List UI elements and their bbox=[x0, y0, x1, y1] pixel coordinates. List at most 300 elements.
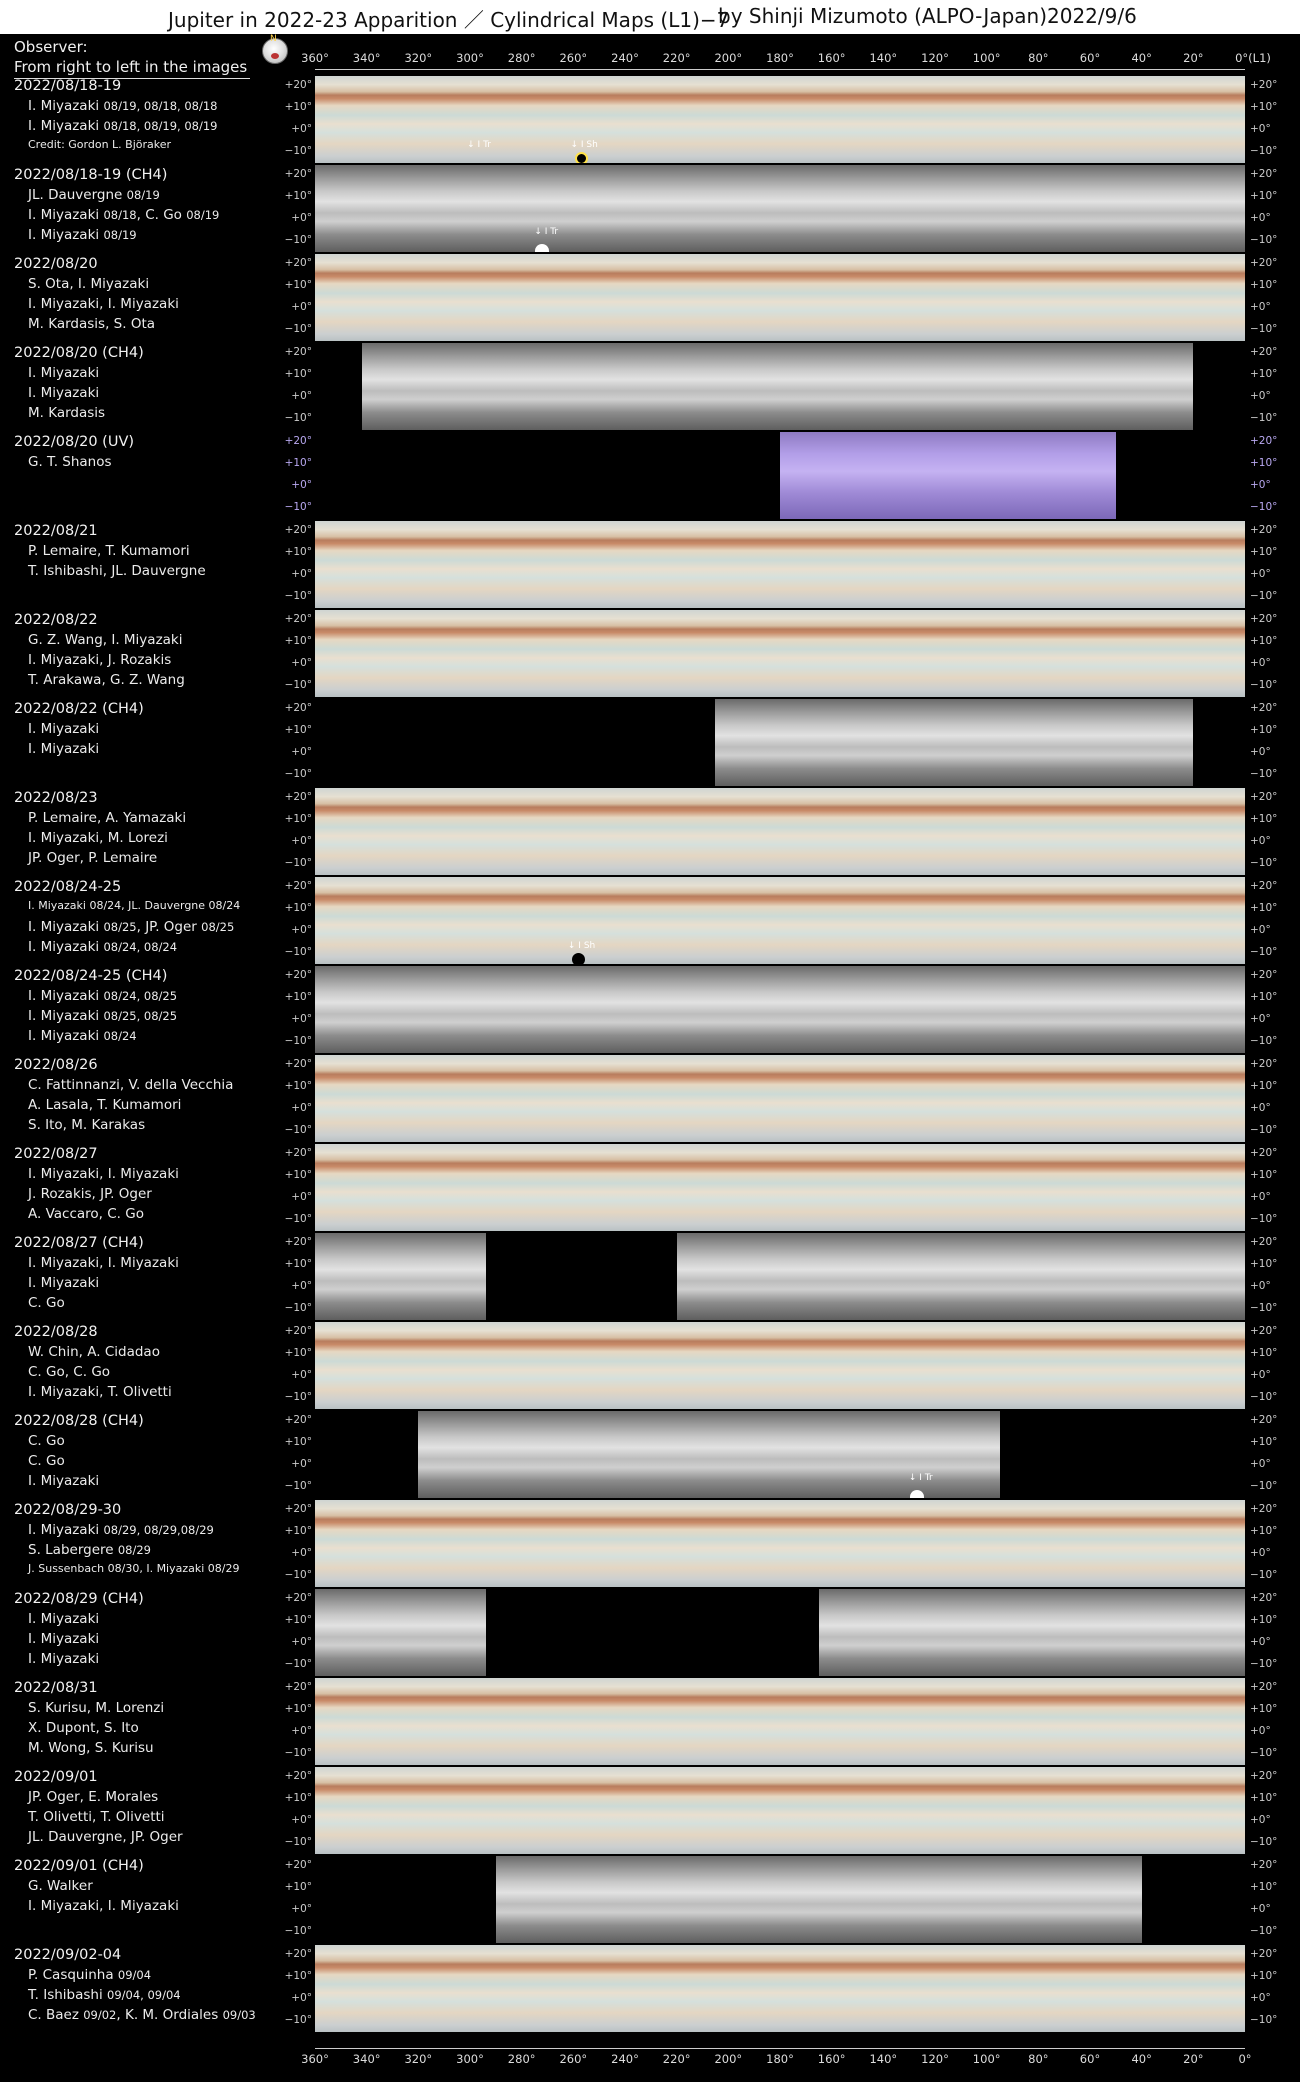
observer-line bbox=[28, 1028, 137, 1044]
latitude-label: −10° bbox=[284, 1035, 312, 1047]
latitude-label: +0° bbox=[1250, 390, 1271, 402]
observer-line bbox=[28, 405, 105, 421]
observer-line bbox=[28, 563, 206, 579]
latitude-label: +10° bbox=[284, 190, 312, 202]
observation-dates: 08/24, 08/24 bbox=[103, 940, 178, 954]
observation-row bbox=[0, 1233, 1300, 1321]
latitude-label: −10° bbox=[1250, 946, 1278, 958]
latitude-label: +10° bbox=[284, 1080, 312, 1092]
map-image-strip bbox=[315, 610, 1245, 697]
observer-line bbox=[28, 1740, 154, 1756]
map-image-strip bbox=[315, 76, 1245, 163]
latitude-label: +20° bbox=[1250, 791, 1278, 803]
observer-line bbox=[28, 316, 155, 332]
latitude-label: −10° bbox=[284, 323, 312, 335]
latitude-label: −10° bbox=[1250, 1569, 1278, 1581]
latitude-label: +0° bbox=[1250, 479, 1271, 491]
observer-line bbox=[28, 543, 190, 559]
observer-line bbox=[28, 385, 99, 401]
latitude-label: +0° bbox=[291, 301, 312, 313]
observation-row bbox=[0, 877, 1300, 965]
observation-date: 2022/08/21 bbox=[14, 523, 98, 539]
observation-date: 2022/08/20 (CH4) bbox=[14, 345, 144, 361]
map-image-strip bbox=[315, 1055, 1245, 1142]
latitude-label: +20° bbox=[284, 613, 312, 625]
latitude-label: −10° bbox=[1250, 1747, 1278, 1759]
latitude-label: +0° bbox=[291, 568, 312, 580]
transit-annotation: ↓ I Tr bbox=[534, 227, 559, 237]
latitude-label: +0° bbox=[1250, 123, 1271, 135]
latitude-label: −10° bbox=[284, 412, 312, 424]
latitude-label: +20° bbox=[1250, 1948, 1278, 1960]
observer-names: JP. Oger, E. Morales bbox=[28, 1789, 159, 1805]
observation-row bbox=[0, 699, 1300, 787]
observer-names: M. Kardasis bbox=[28, 405, 106, 421]
latitude-label: −10° bbox=[1250, 1124, 1278, 1136]
observer-names: P. Lemaire, A. Yamazaki bbox=[28, 810, 187, 826]
title-bar bbox=[0, 0, 1300, 34]
latitude-label: +20° bbox=[284, 1681, 312, 1693]
latitude-label: −10° bbox=[284, 501, 312, 513]
observer-names: S. Kurisu, M. Lorenzi bbox=[28, 1700, 165, 1716]
latitude-label: +0° bbox=[1250, 1102, 1271, 1114]
observation-row bbox=[0, 1945, 1300, 2033]
latitude-label: +10° bbox=[1250, 1970, 1278, 1982]
observation-dates: 08/25, 08/25 bbox=[103, 1009, 178, 1023]
observation-date: 2022/08/28 (CH4) bbox=[14, 1413, 144, 1429]
observation-date: 2022/09/02-04 bbox=[14, 1947, 122, 1963]
observer-names: J. Rozakis, JP. Oger bbox=[28, 1186, 152, 1202]
observation-dates: J. Sussenbach 08/30, I. Miyazaki 08/29 bbox=[28, 1562, 240, 1575]
cylindrical-map bbox=[315, 1589, 1245, 1676]
latitude-label: +0° bbox=[1250, 212, 1271, 224]
latitude-label: +10° bbox=[284, 1970, 312, 1982]
observer-names: C. Fattinnanzi, V. della Vecchia bbox=[28, 1077, 234, 1093]
latitude-label: −10° bbox=[284, 1747, 312, 1759]
latitude-label: +0° bbox=[1250, 1369, 1271, 1381]
axis-tick-label: 20° bbox=[1183, 2052, 1204, 2066]
latitude-label: +10° bbox=[1250, 101, 1278, 113]
observer-names: I. Miyazaki, T. Olivetti bbox=[28, 1384, 172, 1400]
observer-names: M. Kardasis, S. Ota bbox=[28, 316, 156, 332]
observation-date: 2022/08/23 bbox=[14, 790, 98, 806]
latitude-label: +20° bbox=[284, 346, 312, 358]
observer-line bbox=[28, 1898, 179, 1914]
cylindrical-map bbox=[315, 1144, 1245, 1231]
shadow-marker-icon bbox=[575, 152, 588, 163]
latitude-label: −10° bbox=[1250, 412, 1278, 424]
latitude-label: +20° bbox=[1250, 1414, 1278, 1426]
observer-names: I. Miyazaki bbox=[28, 207, 104, 223]
latitude-label: +0° bbox=[291, 835, 312, 847]
latitude-label: −10° bbox=[1250, 323, 1278, 335]
latitude-label: +20° bbox=[284, 524, 312, 536]
observer-names: , C. Go bbox=[136, 207, 187, 223]
latitude-label: +10° bbox=[284, 368, 312, 380]
latitude-label: −10° bbox=[284, 1480, 312, 1492]
latitude-label: +20° bbox=[1250, 257, 1278, 269]
latitude-label: −10° bbox=[284, 234, 312, 246]
latitude-label: +10° bbox=[1250, 546, 1278, 558]
cylindrical-map bbox=[315, 1945, 1245, 2032]
latitude-label: −10° bbox=[284, 590, 312, 602]
observer-line bbox=[28, 1166, 179, 1182]
map-image-strip bbox=[315, 1678, 1245, 1765]
latitude-label: +10° bbox=[284, 1792, 312, 1804]
axis-tick-label-zero: 0°(L1) bbox=[1235, 51, 1271, 65]
latitude-label: +0° bbox=[291, 390, 312, 402]
latitude-label: −10° bbox=[1250, 1035, 1278, 1047]
observer-names: I. Miyazaki bbox=[28, 385, 100, 401]
observation-dates: 08/19 bbox=[103, 228, 137, 242]
axis-tick-label: 340° bbox=[352, 51, 381, 65]
latitude-label: −10° bbox=[284, 2014, 312, 2026]
observation-row bbox=[0, 432, 1300, 520]
observation-date: 2022/08/29-30 bbox=[14, 1502, 122, 1518]
observer-names: I. Miyazaki bbox=[28, 939, 104, 955]
latitude-label: +10° bbox=[1250, 1881, 1278, 1893]
observer-line bbox=[28, 988, 177, 1004]
latitude-label: +10° bbox=[1250, 1169, 1278, 1181]
observer-names: C. Go bbox=[28, 1433, 65, 1449]
latitude-label: +10° bbox=[1250, 1347, 1278, 1359]
latitude-label: +0° bbox=[291, 657, 312, 669]
observation-date: 2022/08/18-19 (CH4) bbox=[14, 167, 168, 183]
observation-date: 2022/08/29 (CH4) bbox=[14, 1591, 144, 1607]
axis-tick-label: 160° bbox=[817, 51, 846, 65]
observer-names: P. Lemaire, T. Kumamori bbox=[28, 543, 190, 559]
observer-names: I. Miyazaki bbox=[28, 1473, 100, 1489]
latitude-label: +0° bbox=[1250, 657, 1271, 669]
latitude-label: +10° bbox=[284, 1436, 312, 1448]
observation-row bbox=[0, 521, 1300, 609]
latitude-label: −10° bbox=[284, 1569, 312, 1581]
latitude-label: −10° bbox=[1250, 590, 1278, 602]
axis-tick-label: 220° bbox=[662, 51, 691, 65]
axis-tick-label: 100° bbox=[972, 2052, 1001, 2066]
latitude-label: −10° bbox=[284, 1213, 312, 1225]
latitude-label: −10° bbox=[1250, 1213, 1278, 1225]
axis-tick-label: 260° bbox=[559, 51, 588, 65]
cylindrical-map bbox=[315, 610, 1245, 697]
latitude-label: −10° bbox=[284, 946, 312, 958]
observer-line bbox=[28, 810, 186, 826]
observation-date: 2022/08/24-25 bbox=[14, 879, 122, 895]
observer-line bbox=[28, 1522, 214, 1538]
latitude-label: +10° bbox=[1250, 991, 1278, 1003]
latitude-label: +20° bbox=[284, 1592, 312, 1604]
axis-tick-label: 360° bbox=[301, 51, 329, 65]
latitude-label: +0° bbox=[291, 1725, 312, 1737]
observer-names: I. Miyazaki, I. Miyazaki bbox=[28, 1898, 179, 1914]
latitude-label: −10° bbox=[284, 1391, 312, 1403]
latitude-label: +0° bbox=[291, 1814, 312, 1826]
latitude-label: +20° bbox=[284, 1058, 312, 1070]
observation-date: 2022/08/26 bbox=[14, 1057, 98, 1073]
cylindrical-map bbox=[315, 966, 1245, 1053]
observation-row bbox=[0, 76, 1300, 164]
latitude-label: +0° bbox=[291, 1369, 312, 1381]
observer-line bbox=[28, 1789, 158, 1805]
observer-names: G. Z. Wang, I. Miyazaki bbox=[28, 632, 183, 648]
latitude-label: +10° bbox=[1250, 1792, 1278, 1804]
latitude-label: +10° bbox=[284, 101, 312, 113]
observer-line bbox=[28, 296, 179, 312]
observer-line bbox=[28, 276, 149, 292]
observer-direction-note: From right to left in the images bbox=[14, 58, 248, 76]
latitude-label: +20° bbox=[1250, 1325, 1278, 1337]
latitude-label: +0° bbox=[1250, 1191, 1271, 1203]
observation-row bbox=[0, 966, 1300, 1054]
latitude-label: +20° bbox=[284, 1770, 312, 1782]
latitude-label: +20° bbox=[1250, 1147, 1278, 1159]
latitude-label: +20° bbox=[1250, 1236, 1278, 1248]
observation-date: 2022/09/01 bbox=[14, 1769, 98, 1785]
observer-line bbox=[28, 1562, 240, 1575]
latitude-label: +0° bbox=[291, 1102, 312, 1114]
latitude-label: +20° bbox=[284, 1325, 312, 1337]
latitude-label: +20° bbox=[284, 79, 312, 91]
map-image-strip bbox=[315, 521, 1245, 608]
cylindrical-map bbox=[315, 699, 1245, 786]
observer-names: T. Olivetti, T. Olivetti bbox=[28, 1809, 165, 1825]
observer-line bbox=[28, 1987, 181, 2003]
latitude-label: −10° bbox=[284, 1925, 312, 1937]
axis-tick-label: 260° bbox=[559, 2052, 588, 2066]
observer-names: I. Miyazaki bbox=[28, 1008, 104, 1024]
observation-dates: 09/03 bbox=[222, 2008, 256, 2022]
observation-row bbox=[0, 1055, 1300, 1143]
observer-names: I. Miyazaki bbox=[28, 1522, 104, 1538]
map-image-strip bbox=[677, 1233, 1245, 1320]
latitude-label: +10° bbox=[1250, 813, 1278, 825]
axis-tick-label: 180° bbox=[766, 51, 794, 65]
observer-names: G. Walker bbox=[28, 1878, 93, 1894]
latitude-label: +0° bbox=[291, 1191, 312, 1203]
observer-line bbox=[28, 98, 218, 114]
cylindrical-map bbox=[315, 1411, 1245, 1498]
map-image-strip bbox=[418, 1411, 999, 1498]
observer-label: Observer: bbox=[14, 38, 88, 56]
axis-tick-label: 320° bbox=[404, 51, 433, 65]
transit-annotation: ↓ I Sh bbox=[570, 140, 598, 150]
cylindrical-map bbox=[315, 1322, 1245, 1409]
latitude-label: +10° bbox=[284, 1525, 312, 1537]
latitude-label: −10° bbox=[284, 857, 312, 869]
latitude-label: +10° bbox=[1250, 724, 1278, 736]
observer-names: S. Labergere bbox=[28, 1542, 118, 1558]
observer-names: T. Ishibashi bbox=[28, 1987, 108, 2003]
cylindrical-map bbox=[315, 788, 1245, 875]
latitude-label: +20° bbox=[1250, 1058, 1278, 1070]
latitude-label: +20° bbox=[1250, 613, 1278, 625]
observer-names: I. Miyazaki, M. Lorezi bbox=[28, 830, 168, 846]
latitude-label: +0° bbox=[291, 1903, 312, 1915]
observer-names: M. Wong, S. Kurisu bbox=[28, 1740, 154, 1756]
observer-line bbox=[28, 454, 112, 470]
latitude-label: −10° bbox=[284, 1124, 312, 1136]
latitude-label: +10° bbox=[284, 279, 312, 291]
latitude-label: +20° bbox=[1250, 435, 1278, 447]
axis-tick-label: 120° bbox=[921, 51, 949, 65]
observer-names: I. Miyazaki bbox=[28, 919, 104, 935]
observer-names: A. Vaccaro, C. Go bbox=[28, 1206, 144, 1222]
observation-row bbox=[0, 1589, 1300, 1677]
observation-dates: 08/18, 08/19, 08/19 bbox=[103, 119, 218, 133]
axis-tick-label: 280° bbox=[507, 51, 536, 65]
axis-tick-label: 80° bbox=[1028, 2052, 1049, 2066]
observer-line bbox=[28, 830, 168, 846]
observation-date: 2022/08/27 (CH4) bbox=[14, 1235, 144, 1251]
map-image-strip bbox=[315, 1589, 486, 1676]
cylindrical-map bbox=[315, 1678, 1245, 1765]
observer-names: I. Miyazaki bbox=[28, 227, 104, 243]
observation-date: 2022/08/22 (CH4) bbox=[14, 701, 144, 717]
observer-line bbox=[28, 939, 177, 955]
latitude-label: +0° bbox=[1250, 924, 1271, 936]
observer-names: C. Go bbox=[28, 1295, 65, 1311]
cylindrical-map bbox=[315, 343, 1245, 430]
observation-row bbox=[0, 254, 1300, 342]
observer-names: X. Dupont, S. Ito bbox=[28, 1720, 139, 1736]
longitude-axis-top bbox=[301, 50, 1271, 70]
latitude-label: +10° bbox=[284, 1614, 312, 1626]
observation-date: 2022/08/28 bbox=[14, 1324, 98, 1340]
latitude-label: +20° bbox=[284, 1414, 312, 1426]
latitude-label: +0° bbox=[1250, 1547, 1271, 1559]
moon-marker-icon bbox=[910, 1490, 924, 1498]
map-image-strip bbox=[315, 1500, 1245, 1587]
observer-line bbox=[28, 365, 99, 381]
map-image-strip bbox=[819, 1589, 1245, 1676]
cylindrical-map bbox=[315, 165, 1245, 252]
observation-dates: 08/19 bbox=[126, 188, 160, 202]
observer-line bbox=[28, 187, 160, 203]
latitude-label: +0° bbox=[291, 1013, 312, 1025]
latitude-label: +0° bbox=[1250, 1636, 1271, 1648]
observer-line bbox=[28, 1295, 65, 1311]
latitude-label: +0° bbox=[291, 746, 312, 758]
cylindrical-map bbox=[315, 1856, 1245, 1943]
observer-line bbox=[28, 1275, 99, 1291]
latitude-label: +20° bbox=[284, 257, 312, 269]
observation-row bbox=[0, 1411, 1300, 1499]
axis-tick-label: 160° bbox=[817, 2052, 846, 2066]
latitude-label: +20° bbox=[284, 702, 312, 714]
observer-line bbox=[28, 1542, 151, 1558]
observation-row bbox=[0, 1500, 1300, 1588]
latitude-label: −10° bbox=[1250, 1925, 1278, 1937]
latitude-label: +10° bbox=[1250, 1614, 1278, 1626]
observer-line bbox=[28, 899, 240, 912]
latitude-label: +20° bbox=[284, 435, 312, 447]
observer-line bbox=[28, 1364, 110, 1380]
latitude-label: +0° bbox=[1250, 1013, 1271, 1025]
latitude-label: +0° bbox=[1250, 1458, 1271, 1470]
latitude-label: +10° bbox=[284, 813, 312, 825]
observer-names: , JP. Oger bbox=[136, 919, 202, 935]
latitude-label: −10° bbox=[1250, 234, 1278, 246]
observer-names: S. Ito, M. Karakas bbox=[28, 1117, 146, 1133]
north-label: N bbox=[270, 34, 277, 44]
observer-names: T. Ishibashi, JL. Dauvergne bbox=[28, 563, 206, 579]
observer-line bbox=[28, 1809, 165, 1825]
latitude-label: +0° bbox=[291, 1458, 312, 1470]
axis-tick-label: 360° bbox=[301, 2052, 329, 2066]
observer-names: I. Miyazaki, I. Miyazaki bbox=[28, 1166, 179, 1182]
axis-tick-label: 140° bbox=[869, 2052, 898, 2066]
observation-row bbox=[0, 1767, 1300, 1855]
observation-date: 2022/08/20 bbox=[14, 256, 98, 272]
latitude-label: −10° bbox=[284, 1836, 312, 1848]
observer-line bbox=[28, 1186, 152, 1202]
latitude-label: +0° bbox=[291, 1280, 312, 1292]
axis-tick-label: 240° bbox=[611, 2052, 639, 2066]
latitude-label: +10° bbox=[1250, 368, 1278, 380]
latitude-label: +0° bbox=[291, 1547, 312, 1559]
axis-tick-label: 40° bbox=[1131, 2052, 1152, 2066]
observer-line bbox=[28, 1344, 160, 1360]
latitude-label: +20° bbox=[284, 880, 312, 892]
observer-line bbox=[28, 1631, 99, 1647]
observer-line bbox=[28, 1967, 151, 1983]
latitude-label: +10° bbox=[1250, 902, 1278, 914]
observation-date: 2022/08/20 (UV) bbox=[14, 434, 135, 450]
latitude-label: +0° bbox=[291, 479, 312, 491]
axis-line bbox=[315, 69, 1245, 70]
latitude-label: +10° bbox=[1250, 279, 1278, 291]
observer-names: I. Miyazaki bbox=[28, 1275, 100, 1291]
transit-annotation: ↓ I Sh bbox=[567, 941, 596, 951]
latitude-label: +20° bbox=[1250, 524, 1278, 536]
observation-row bbox=[0, 788, 1300, 876]
observer-line bbox=[28, 652, 171, 668]
axis-tick-label: 300° bbox=[456, 51, 484, 65]
map-image-strip bbox=[315, 1945, 1245, 2032]
latitude-label: +20° bbox=[284, 168, 312, 180]
axis-tick-label: 200° bbox=[714, 2052, 743, 2066]
latitude-label: +10° bbox=[1250, 457, 1278, 469]
latitude-label: −10° bbox=[1250, 679, 1278, 691]
observation-dates: 08/29 bbox=[117, 1543, 152, 1557]
observation-row bbox=[0, 1322, 1300, 1410]
latitude-label: +20° bbox=[284, 1948, 312, 1960]
observer-names: JL. Dauvergne bbox=[28, 187, 127, 203]
observer-line bbox=[28, 919, 234, 935]
observer-names: I. Miyazaki bbox=[28, 1028, 104, 1044]
latitude-label: −10° bbox=[284, 1658, 312, 1670]
latitude-label: +10° bbox=[284, 635, 312, 647]
observation-row bbox=[0, 1678, 1300, 1766]
observer-names: I. Miyazaki bbox=[28, 1611, 100, 1627]
observation-dates: 08/24, 08/25 bbox=[103, 989, 178, 1003]
axis-tick-label: 80° bbox=[1028, 51, 1049, 65]
observation-dates: 09/04 bbox=[117, 1968, 152, 1982]
observation-dates: 08/25 bbox=[103, 920, 137, 934]
observation-row bbox=[0, 165, 1300, 253]
observation-dates: 08/24 bbox=[103, 1029, 137, 1043]
axis-tick-label: 60° bbox=[1079, 2052, 1101, 2066]
cylindrical-map bbox=[315, 1500, 1245, 1587]
latitude-label: +20° bbox=[1250, 1681, 1278, 1693]
axis-tick-label: 220° bbox=[662, 2052, 691, 2066]
map-image-strip bbox=[496, 1856, 1142, 1943]
observer-line bbox=[28, 1008, 177, 1024]
observer-line bbox=[28, 1117, 145, 1133]
map-image-strip bbox=[315, 254, 1245, 341]
axis-tick-label: 300° bbox=[456, 2052, 484, 2066]
latitude-label: +20° bbox=[284, 1236, 312, 1248]
